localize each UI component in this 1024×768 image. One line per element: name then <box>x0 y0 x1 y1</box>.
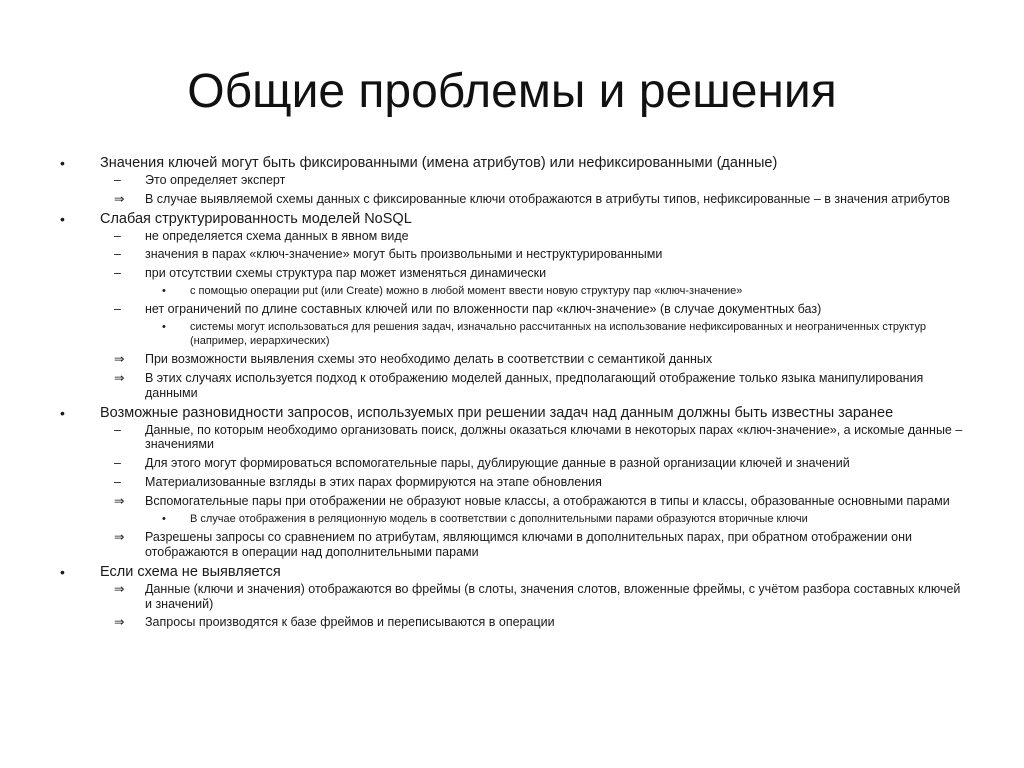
double-arrow-marker: ⇒ <box>114 493 125 508</box>
bullet-text: Возможные разновидности запросов, используемых при решении задач над данным должны быть известны заранее <box>100 404 894 421</box>
bullet-text: нет ограничений по длине составных ключей или по вложенности пар «ключ-значение» (в случае документных баз) <box>145 302 822 317</box>
bullet-marker: • <box>162 512 166 525</box>
bullet-text: Слабая структурированность моделей NoSQL <box>100 210 412 227</box>
bullet-item-level-2 <box>58 352 968 367</box>
bullet-marker: • <box>60 210 65 227</box>
dash-marker: – <box>114 266 121 281</box>
double-arrow-marker: ⇒ <box>114 530 125 545</box>
double-arrow-marker: ⇒ <box>114 191 125 206</box>
bullet-text: системы могут использоваться для решения задач, изначально рассчитанных на использование нефиксированных и неограниченных структур (например, иерархических) <box>190 321 926 347</box>
bullet-marker: • <box>60 155 65 171</box>
bullet-text: Вспомогательные пары при отображении не образуют новые классы, а отображаются в типы и классы, образованные основными парами <box>145 493 950 508</box>
dash-marker: – <box>114 247 121 262</box>
bullet-text: В случае выявляемой схемы данных с фиксированные ключи отображаются в атрибуты типов, нефиксированные – в значения атрибутов <box>145 191 950 206</box>
bullet-text: Значения ключей могут быть фиксированными (имена атрибутов) или нефиксированными (данные) <box>100 155 778 171</box>
double-arrow-marker: ⇒ <box>114 615 125 630</box>
bullet-item-level-2 <box>58 494 968 509</box>
bullet-text: Запросы производятся к базе фреймов и переписываются в операции <box>145 615 555 630</box>
bullet-item-level-1 <box>58 155 968 172</box>
dash-marker: – <box>114 475 121 490</box>
bullet-item-level-3 <box>58 321 968 348</box>
bullet-text: Данные (ключи и значения) отображаются во фреймы (в слоты, значения слотов, вложенные фреймы, с учётом разбора составных ключей и значений) <box>145 581 961 611</box>
bullet-item-level-1 <box>58 405 968 422</box>
bullet-text: Для этого могут формироваться вспомогательные пары, дублирующие данные в разной организации ключей и значений <box>145 456 850 471</box>
double-arrow-marker: ⇒ <box>114 581 125 596</box>
bullet-marker: • <box>162 284 166 297</box>
slide-title: Общие проблемы и решения <box>187 65 837 118</box>
bullet-item-level-2 <box>58 173 968 188</box>
bullet-item-level-2 <box>58 371 968 401</box>
dash-marker: – <box>114 173 121 187</box>
bullet-text: значения в парах «ключ-значение» могут быть произвольными и неструктурированными <box>145 247 663 262</box>
dash-marker: – <box>114 422 121 437</box>
bullet-item-level-2 <box>58 530 968 560</box>
bullet-text: В случае отображения в реляционную модель в соответствии с дополнительными парами образуются вторичные ключи <box>190 512 808 525</box>
bullet-text: Данные, по которым необходимо организовать поиск, должны оказаться ключами в некоторых парах «ключ-значение», а искомые данные – значениями <box>145 422 963 452</box>
bullet-item-level-3 <box>58 513 968 527</box>
bullet-item-level-2 <box>58 302 968 317</box>
bullet-item-level-2 <box>58 266 968 281</box>
bullet-text: Если схема не выявляется <box>100 563 281 580</box>
bullet-item-level-1 <box>58 564 968 581</box>
bullet-item-level-1 <box>58 211 968 228</box>
bullet-text: Это определяет эксперт <box>145 173 286 187</box>
bullet-text: с помощью операции put (или Create) можно в любой момент ввести новую структуру пар «ключ-значение» <box>190 284 743 297</box>
bullet-item-level-2 <box>58 582 968 612</box>
bullet-marker: • <box>60 404 65 421</box>
bullet-item-level-3 <box>58 285 968 299</box>
bullet-item-level-2 <box>58 423 968 453</box>
double-arrow-marker: ⇒ <box>114 352 125 367</box>
dash-marker: – <box>114 456 121 471</box>
dash-marker: – <box>114 228 121 243</box>
bullet-text: Материализованные взгляды в этих парах формируются на этапе обновления <box>145 475 602 490</box>
bullet-marker: • <box>60 563 65 580</box>
bullet-item-level-2 <box>58 229 968 244</box>
bullet-text: при отсутствии схемы структура пар может изменяться динамически <box>145 266 547 281</box>
bullet-item-level-2 <box>58 475 968 490</box>
bullet-text: При возможности выявления схемы это необходимо делать в соответствии с семантикой данных <box>145 352 713 367</box>
bullet-text: В этих случаях используется подход к отображению моделей данных, предполагающий отображение только языка манипулирования данными <box>145 371 924 400</box>
double-arrow-marker: ⇒ <box>114 371 125 386</box>
dash-marker: – <box>114 302 121 317</box>
bullet-item-level-2 <box>58 456 968 471</box>
bullet-item-level-2 <box>58 615 968 630</box>
bullet-item-level-2 <box>58 192 968 207</box>
bullet-item-level-2 <box>58 247 968 262</box>
bullet-list <box>58 152 968 634</box>
bullet-text: Разрешены запросы со сравнением по атрибутам, являющимся ключами в дополнительных парах, при обратном отображении они отображаются в операции над дополнительными парами <box>145 530 912 559</box>
bullet-marker: • <box>162 321 166 334</box>
bullet-text: не определяется схема данных в явном виде <box>145 228 409 243</box>
